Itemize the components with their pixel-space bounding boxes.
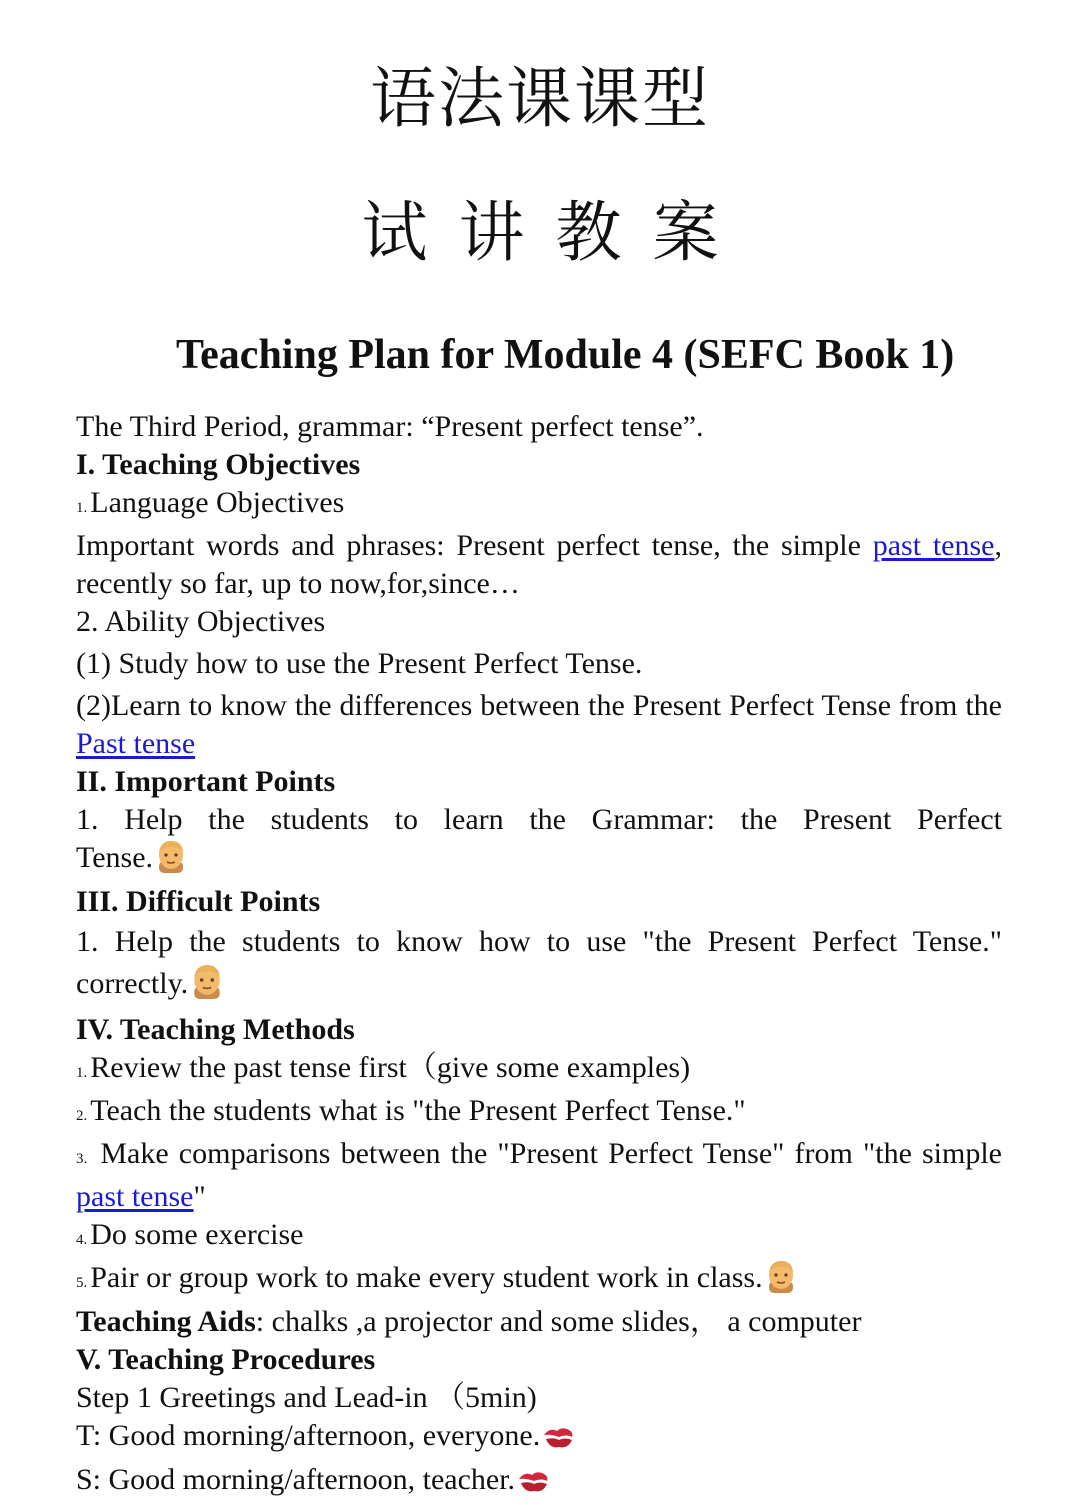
step-1-line: Step 1 Greetings and Lead-in （5min) <box>76 1381 537 1414</box>
chinese-title-course-type: 语法课课型 <box>370 60 710 137</box>
document-body <box>76 408 1002 1505</box>
list-number: 1. <box>76 500 88 516</box>
method-item-2 <box>76 1092 1002 1135</box>
difficult-point-1-text: 1. Help the students to know how to use "the Present Perfect Tense." correctly. <box>76 925 1002 1000</box>
important-words-rest: , recently so far, up to now,for,since… <box>76 529 1002 600</box>
heading-teaching-procedures: V. Teaching Procedures <box>76 1343 376 1376</box>
list-number: 3. <box>76 1151 88 1167</box>
kiss-mark-icon <box>542 1423 576 1461</box>
method-item-2-text: Teach the students what is "the Present Perfect Tense." <box>90 1094 746 1127</box>
language-objectives-label <box>76 484 1002 527</box>
ability-item-2 <box>76 687 1002 763</box>
heading-teaching-methods: IV. Teaching Methods <box>76 1013 355 1046</box>
intro-line: The Third Period, grammar: “Present perfect tense”. <box>76 410 704 443</box>
heading-teaching-objectives: I. Teaching Objectives <box>76 448 361 481</box>
teaching-aids-label: Teaching Aids <box>76 1305 256 1338</box>
student-greeting-line <box>76 1461 1002 1505</box>
list-number: 4. <box>76 1232 88 1248</box>
student-greeting-text: S: Good morning/afternoon, teacher. <box>76 1463 516 1496</box>
heading-difficult-points: III. Difficult Points <box>76 885 321 918</box>
method-item-4-text: Do some exercise <box>90 1218 304 1251</box>
heading-important-points: II. Important Points <box>76 765 336 798</box>
ability-item-2-text: (2)Learn to know the differences between the Present Perfect Tense from the <box>76 689 1002 722</box>
list-number: 5. <box>76 1275 88 1291</box>
method-item-3-rest: " <box>193 1180 206 1213</box>
method-item-3 <box>76 1135 1002 1216</box>
ability-item-1: (1) Study how to use the Present Perfect Tense. <box>76 647 643 680</box>
chinese-title-lesson-plan: 试 讲 教 案 <box>361 194 719 271</box>
method-item-5-text: Pair or group work to make every student work in class. <box>90 1261 763 1294</box>
important-words-text: Important words and phrases: Present perfect tense, the simple <box>76 529 873 562</box>
man-face-icon <box>765 1259 797 1303</box>
teacher-greeting-line <box>76 1417 1002 1461</box>
difficult-point-1 <box>76 921 1002 1011</box>
past-tense-link-3[interactable]: past tense <box>76 1180 194 1213</box>
list-number: 1. <box>76 1065 88 1081</box>
teacher-greeting-text: T: Good morning/afternoon, everyone. <box>76 1419 541 1452</box>
man-face-icon <box>190 963 224 1011</box>
past-tense-link-2[interactable]: Past tense <box>76 727 196 760</box>
method-item-3-text: Make comparisons between the "Present Perfect Tense" from "the simple <box>90 1137 1002 1170</box>
teaching-aids-line <box>76 1303 1002 1341</box>
man-face-icon <box>155 839 187 883</box>
method-item-1-text: Review the past tense first（give some examples) <box>90 1051 691 1084</box>
important-words-paragraph <box>76 527 1002 603</box>
past-tense-link[interactable]: past tense <box>872 529 995 562</box>
method-item-1 <box>76 1049 1002 1092</box>
language-objectives-text: Language Objectives <box>90 486 345 519</box>
ability-objectives-label: 2. Ability Objectives <box>76 605 326 638</box>
kiss-mark-icon <box>517 1467 551 1505</box>
list-number: 2. <box>76 1108 88 1124</box>
important-point-1-text: 1. Help the students to learn the Grammar: the Present Perfect Tense. <box>76 803 1002 874</box>
main-title: Teaching Plan for Module 4 (SEFC Book 1) <box>176 332 955 378</box>
teaching-aids-text: : chalks ,a projector and some slides， a computer <box>255 1305 862 1338</box>
important-point-1 <box>76 801 1002 883</box>
method-item-4 <box>76 1216 1002 1259</box>
method-item-5 <box>76 1259 1002 1303</box>
